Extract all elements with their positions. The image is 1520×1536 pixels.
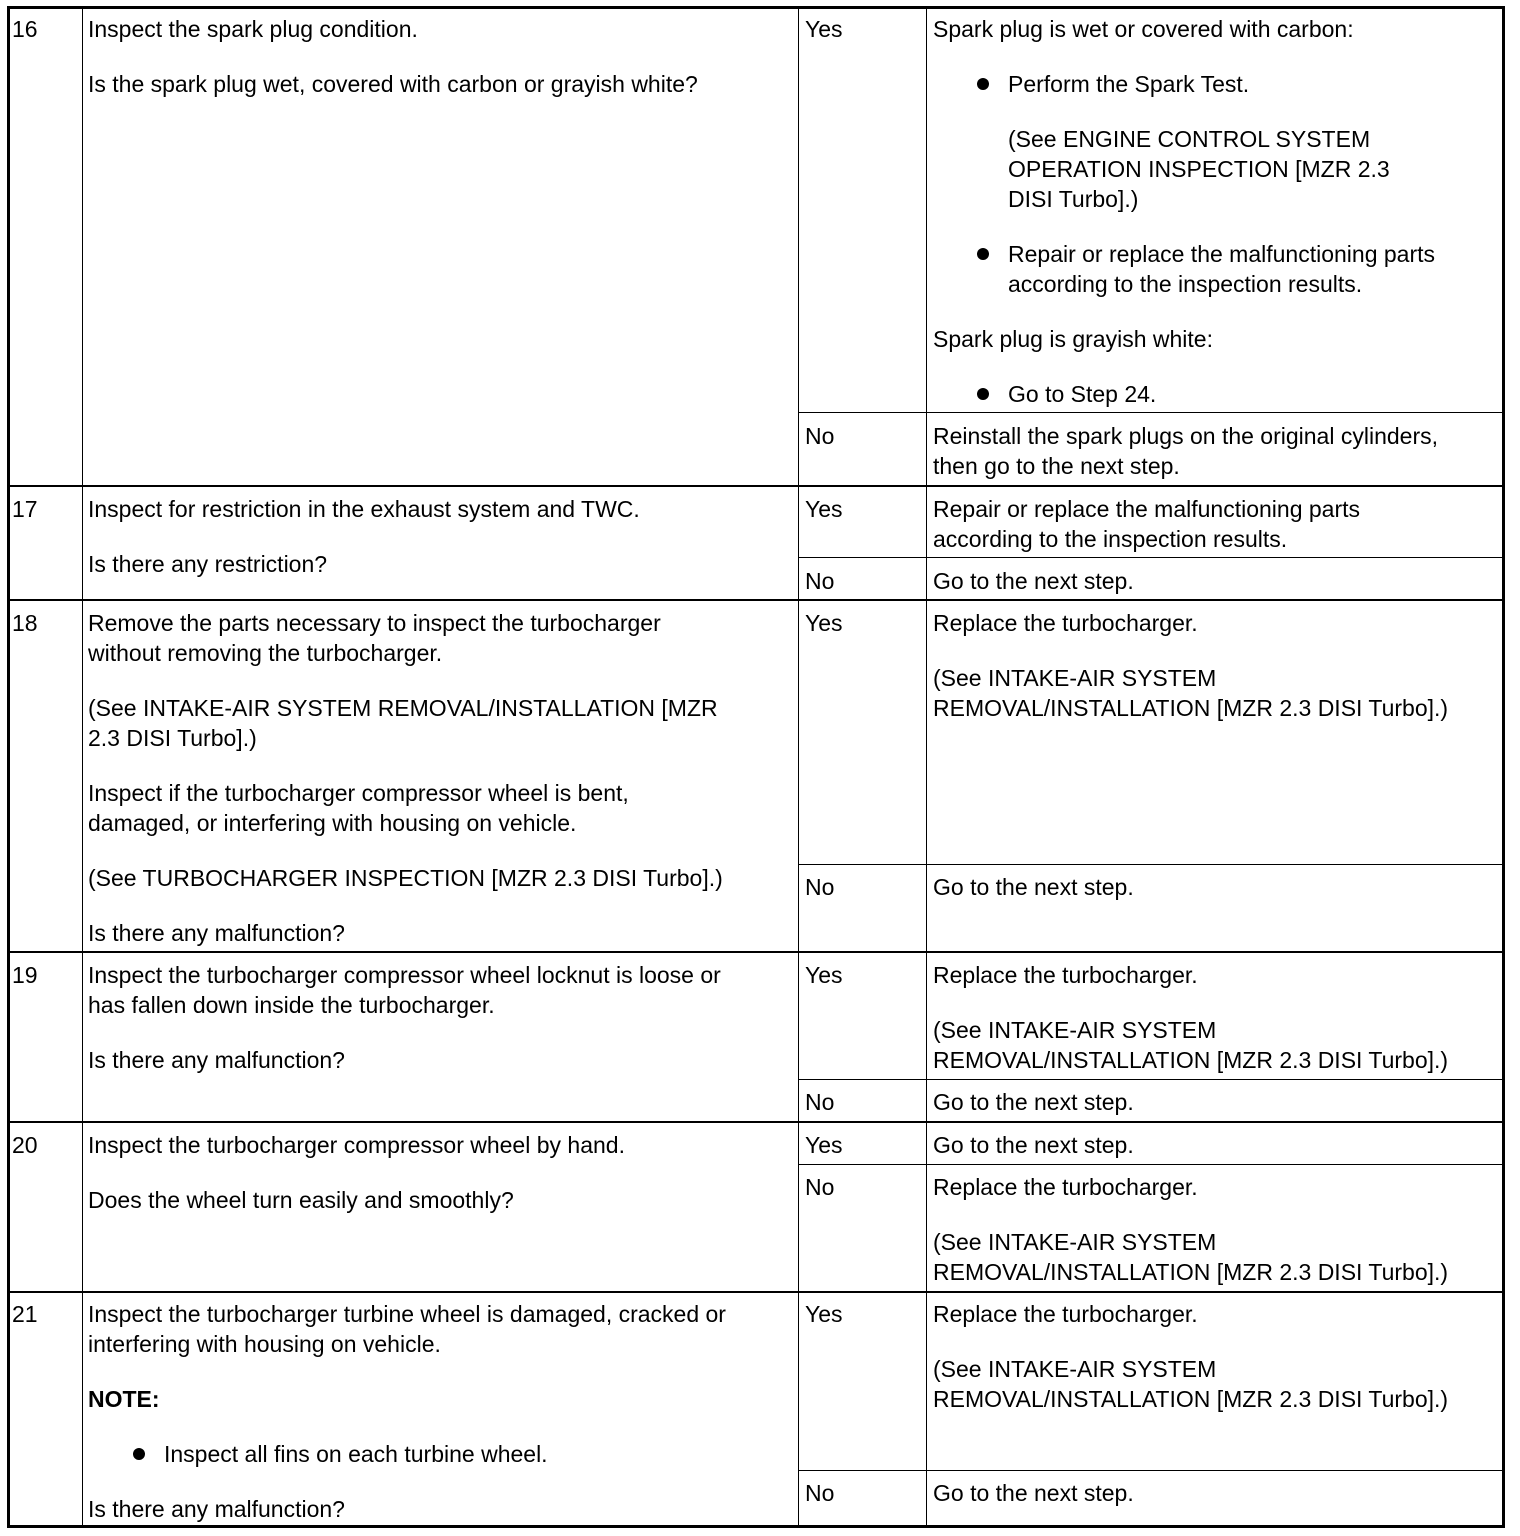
action-question: Is there any malfunction? xyxy=(88,1047,345,1073)
result-text: (See ENGINE CONTROL SYSTEM xyxy=(1008,126,1371,152)
result-text: REMOVAL/INSTALLATION [MZR 2.3 DISI Turbo].) xyxy=(933,1259,1449,1285)
row-divider xyxy=(8,1121,1504,1123)
step-number: 18 xyxy=(12,610,38,636)
bullet-icon xyxy=(977,248,989,260)
result-text: Go to the next step. xyxy=(933,1089,1134,1115)
bullet-icon xyxy=(133,1448,145,1460)
step-number: 16 xyxy=(12,16,38,42)
answer-no: No xyxy=(805,568,835,594)
action-text: Inspect the turbocharger compressor wheel by hand. xyxy=(88,1132,625,1158)
result-text: Repair or replace the malfunctioning parts xyxy=(933,496,1361,522)
bullet-icon xyxy=(977,388,989,400)
step-number: 17 xyxy=(12,496,38,522)
column-divider xyxy=(926,7,927,1527)
action-text: Inspect the spark plug condition. xyxy=(88,16,418,42)
column-divider xyxy=(82,7,83,1527)
result-text: REMOVAL/INSTALLATION [MZR 2.3 DISI Turbo].) xyxy=(933,1047,1449,1073)
result-text: REMOVAL/INSTALLATION [MZR 2.3 DISI Turbo].) xyxy=(933,1386,1449,1412)
result-text: according to the inspection results. xyxy=(933,526,1288,552)
result-text: Replace the turbocharger. xyxy=(933,610,1198,636)
result-text: Go to Step 24. xyxy=(1008,381,1157,407)
action-text: Inspect for restriction in the exhaust system and TWC. xyxy=(88,496,640,522)
result-text: Replace the turbocharger. xyxy=(933,1301,1198,1327)
answer-no: No xyxy=(805,1089,835,1115)
result-text: (See INTAKE-AIR SYSTEM xyxy=(933,1356,1217,1382)
note-text: Inspect all fins on each turbine wheel. xyxy=(164,1441,548,1467)
note-label: NOTE: xyxy=(88,1386,160,1412)
answer-yes: Yes xyxy=(805,496,843,522)
action-text: damaged, or interfering with housing on vehicle. xyxy=(88,810,577,836)
action-text: 2.3 DISI Turbo].) xyxy=(88,725,257,751)
result-text: DISI Turbo].) xyxy=(1008,186,1139,212)
action-text: Inspect the turbocharger turbine wheel is damaged, cracked or xyxy=(88,1301,726,1327)
answer-divider xyxy=(798,1470,1504,1471)
result-text: according to the inspection results. xyxy=(1008,271,1363,297)
action-text: has fallen down inside the turbocharger. xyxy=(88,992,495,1018)
bullet-icon xyxy=(977,78,989,90)
result-text: Replace the turbocharger. xyxy=(933,962,1198,988)
answer-divider xyxy=(798,864,1504,865)
step-number: 20 xyxy=(12,1132,38,1158)
answer-yes: Yes xyxy=(805,962,843,988)
answer-yes: Yes xyxy=(805,1132,843,1158)
answer-divider xyxy=(798,557,1504,558)
result-text: Perform the Spark Test. xyxy=(1008,71,1250,97)
result-text: Go to the next step. xyxy=(933,568,1134,594)
step-number: 19 xyxy=(12,962,38,988)
result-text: Spark plug is wet or covered with carbon: xyxy=(933,16,1354,42)
action-text: without removing the turbocharger. xyxy=(88,640,443,666)
answer-yes: Yes xyxy=(805,16,843,42)
answer-no: No xyxy=(805,423,835,449)
result-text: Reinstall the spark plugs on the original cylinders, xyxy=(933,423,1438,449)
answer-divider xyxy=(798,1164,1504,1165)
result-text: OPERATION INSPECTION [MZR 2.3 xyxy=(1008,156,1390,182)
action-text: Inspect the turbocharger compressor wheel locknut is loose or xyxy=(88,962,721,988)
answer-no: No xyxy=(805,874,835,900)
action-question: Is there any malfunction? xyxy=(88,1496,345,1522)
step-number: 21 xyxy=(12,1301,38,1327)
result-text: (See INTAKE-AIR SYSTEM xyxy=(933,1017,1217,1043)
answer-yes: Yes xyxy=(805,1301,843,1327)
result-text: Go to the next step. xyxy=(933,1132,1134,1158)
row-divider xyxy=(8,599,1504,601)
result-text: Go to the next step. xyxy=(933,1480,1134,1506)
result-text: Spark plug is grayish white: xyxy=(933,326,1213,352)
action-text: interfering with housing on vehicle. xyxy=(88,1331,441,1357)
result-text: (See INTAKE-AIR SYSTEM xyxy=(933,665,1217,691)
result-text: (See INTAKE-AIR SYSTEM xyxy=(933,1229,1217,1255)
action-question: Is there any malfunction? xyxy=(88,920,345,946)
action-question: Is the spark plug wet, covered with carbon or grayish white? xyxy=(88,71,698,97)
answer-divider xyxy=(798,1079,1504,1080)
result-text: REMOVAL/INSTALLATION [MZR 2.3 DISI Turbo].) xyxy=(933,695,1449,721)
action-text: Inspect if the turbocharger compressor wheel is bent, xyxy=(88,780,629,806)
result-text: then go to the next step. xyxy=(933,453,1180,479)
row-divider xyxy=(8,485,1504,487)
row-divider xyxy=(8,1291,1504,1293)
answer-no: No xyxy=(805,1480,835,1506)
answer-divider xyxy=(798,412,1504,413)
row-divider xyxy=(8,951,1504,953)
result-text: Go to the next step. xyxy=(933,874,1134,900)
answer-no: No xyxy=(805,1174,835,1200)
action-question: Does the wheel turn easily and smoothly? xyxy=(88,1187,514,1213)
result-text: Replace the turbocharger. xyxy=(933,1174,1198,1200)
result-text: Repair or replace the malfunctioning parts xyxy=(1008,241,1436,267)
action-text: Remove the parts necessary to inspect the turbocharger xyxy=(88,610,661,636)
action-text: (See TURBOCHARGER INSPECTION [MZR 2.3 DISI Turbo].) xyxy=(88,865,723,891)
action-text: (See INTAKE-AIR SYSTEM REMOVAL/INSTALLATION [MZR xyxy=(88,695,718,721)
action-question: Is there any restriction? xyxy=(88,551,328,577)
column-divider xyxy=(798,7,799,1527)
answer-yes: Yes xyxy=(805,610,843,636)
